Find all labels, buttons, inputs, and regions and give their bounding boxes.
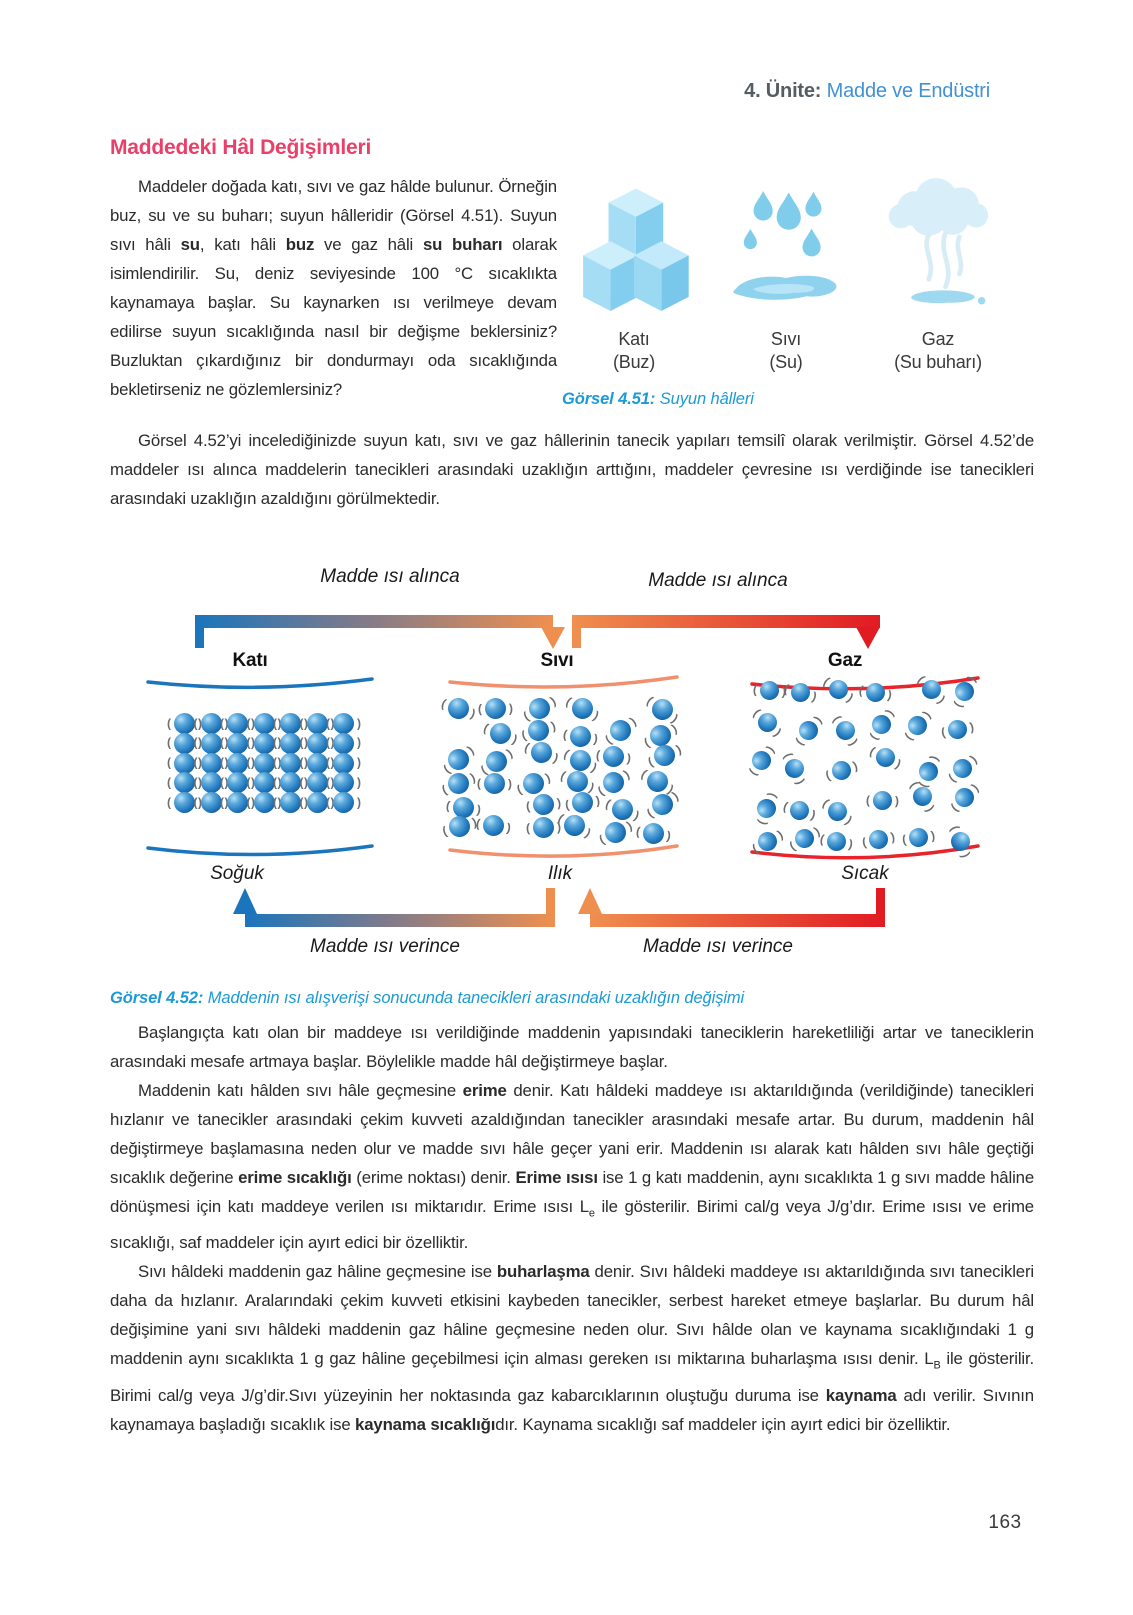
particle xyxy=(445,695,472,722)
figure-item-liquid xyxy=(710,170,862,374)
particle xyxy=(948,829,973,854)
page-number: 163 xyxy=(988,1512,1022,1533)
particle xyxy=(533,817,555,839)
particle xyxy=(748,747,775,774)
particle xyxy=(868,828,890,850)
arrowhead-down-gas xyxy=(856,627,880,649)
particle xyxy=(227,713,248,734)
figure-4-52-caption xyxy=(110,989,1020,1008)
particle xyxy=(754,709,781,736)
particle xyxy=(868,711,894,737)
diagram-state-label-liquid: Sıvı xyxy=(540,650,574,671)
heat-in-arrow-solid-to-liquid xyxy=(195,615,553,628)
arrow-stub-warm xyxy=(546,888,555,914)
particle xyxy=(307,772,328,793)
particle xyxy=(307,733,328,754)
particle xyxy=(532,793,555,816)
particle xyxy=(873,791,892,810)
figure-4-51-caption xyxy=(562,390,1014,409)
particle xyxy=(788,799,812,823)
particle xyxy=(873,745,898,770)
arrow-stub-liquid xyxy=(572,627,581,648)
figure-4-51 xyxy=(558,170,1014,409)
particle xyxy=(280,713,301,734)
particle xyxy=(254,713,275,734)
heat-out-arrow-gas-to-liquid xyxy=(590,914,885,927)
particle xyxy=(227,772,248,793)
particle xyxy=(825,676,851,702)
unit-number-label: 4. Ünite: xyxy=(744,80,822,102)
particle xyxy=(561,811,589,839)
diagram-state-label-gas: Gaz xyxy=(827,650,863,671)
figure-4-51-illustrations xyxy=(558,170,1014,374)
particle xyxy=(227,753,248,774)
particle xyxy=(606,715,635,744)
particle xyxy=(909,784,935,810)
particle xyxy=(333,792,354,813)
heat-in-label-right: Madde ısı alınca xyxy=(648,570,788,591)
particle xyxy=(174,733,195,754)
ice-cubes-icon xyxy=(568,170,700,320)
particle xyxy=(647,790,676,819)
heat-out-label-left: Madde ısı verince xyxy=(310,936,460,957)
particle xyxy=(832,717,858,743)
arrowhead-down-liquid xyxy=(541,627,565,649)
caption-text: Maddenin ısı alışverişi sonucunda tanecikleri arasındaki uzaklığın değişimi xyxy=(203,988,745,1007)
particle xyxy=(599,768,628,797)
heat-out-arrow-liquid-to-solid xyxy=(245,914,555,927)
particle xyxy=(824,798,851,825)
particle-box-solid xyxy=(172,713,354,813)
particle xyxy=(904,712,931,739)
particle xyxy=(201,713,222,734)
heat-in-arrow-liquid-to-gas xyxy=(572,615,880,628)
particle xyxy=(254,792,275,813)
particle xyxy=(791,826,817,852)
particle xyxy=(601,819,629,847)
heat-in-label-left: Madde ısı alınca xyxy=(320,566,460,587)
particle xyxy=(307,792,328,813)
caption-label: Görsel 4.51: xyxy=(562,390,656,408)
particle xyxy=(918,676,945,703)
particle xyxy=(447,814,473,840)
arrow-stub-solid xyxy=(195,627,204,648)
particle xyxy=(946,718,968,740)
arrow-stub-hot xyxy=(876,888,885,914)
particle xyxy=(201,772,222,793)
particle xyxy=(482,747,511,776)
particle xyxy=(227,733,248,754)
particle xyxy=(949,755,976,782)
particle xyxy=(484,773,505,794)
particle xyxy=(333,753,354,774)
particle xyxy=(254,753,275,774)
particle xyxy=(254,772,275,793)
water-drops-icon xyxy=(722,170,850,320)
particle xyxy=(865,681,887,703)
particle xyxy=(333,772,354,793)
particle xyxy=(333,713,354,734)
particle xyxy=(642,822,666,846)
particle xyxy=(650,742,678,770)
arrowhead-up-warm xyxy=(578,888,602,914)
caption-text: Suyun hâlleri xyxy=(655,390,754,408)
particle xyxy=(254,733,275,754)
particle-box-liquid xyxy=(448,698,669,840)
paragraph-2: Görsel 4.52’yi incelediğinizde suyun katı, sıvı ve gaz hâllerinin tanecik yapıları temsilî olarak verilmiştir. Görsel 4.52’de maddeler ısı alınca maddelerin tanecikleri arasındaki uzaklığın arttığını, maddeler çevresine ısı verdiğinde ise tanecikleri arasındaki uzaklığın azaldığını görülmektedir. xyxy=(110,431,1034,508)
state-label-solid: Katı (Buz) xyxy=(612,329,655,372)
particle xyxy=(788,681,811,704)
particle xyxy=(569,725,593,749)
particle xyxy=(280,792,301,813)
figure-4-52-diagram xyxy=(140,558,1012,968)
particle xyxy=(564,768,591,795)
particle xyxy=(201,733,222,754)
particle xyxy=(648,695,677,724)
paragraph-5: Sıvı hâldeki maddenin gaz hâline geçmesine ise buharlaşma denir. Sıvı hâldeki maddeye ısı aktarıldığında sıvı tanecikleri daha da hızlanır. Aralarındaki çekim kuvveti etkisini kaybeden tanecikler, serbest hareket etmeye başlarlar. Bu durum hâl değişimine yani sıvı hâldeki maddenin gaz hâline geçmesine neden olur. Sıvı hâlde olan ve kaynama sıcaklığındaki 1 g maddenin aynı sıcaklıkta 1 g gaz hâline geçebilmesi için alması gereken ısı miktarına buharlaşma ısısı denir. $L_B$ ile gösterilir. Birimi cal/g veya J/g’dir.Sıvı yüzeyinin her noktasında gaz kabarcıklarının oluştuğu duruma ise kaynama adı verilir. Sıvının kaynamaya başladığı sıcaklık ise kaynama sıcaklığıdır. Kaynama sıcaklığı saf maddeler için ayırt edici bir özelliktir. xyxy=(110,1262,1035,1434)
intro-paragraph: Maddeler doğada katı, sıvı ve gaz hâlde bulunur. Örneğin buz, su ve su buharı; suyun hâlleridir (Görsel 4.51). Suyun sıvı hâli su, katı hâli buz ve gaz hâli su buharı olarak isimlendirilir. Su, deniz seviyesinde 100 °C sıcaklıkta kaynamaya başlar. Su kaynarken ısı verilmeye devam edilirse suyun sıcaklığında nasıl bir değişme beklersiniz? Buzluktan çıkardığınız bir dondurmayı oda sıcaklığında bekletirseniz ne gözlemlersiniz? xyxy=(110,177,557,399)
particle xyxy=(484,698,505,719)
body-text-block xyxy=(110,1018,1034,1439)
particle xyxy=(487,720,514,747)
particle xyxy=(174,772,195,793)
particle xyxy=(174,713,195,734)
particle xyxy=(280,772,301,793)
arrowhead-up-cold xyxy=(233,888,257,914)
particle xyxy=(307,753,328,774)
paragraph-4: Maddenin katı hâlden sıvı hâle geçmesine erime denir. Katı hâldeki maddeye ısı aktarıldığında (verildiğinde) tanecikleri hızlanır ve tanecikler arasındaki çekim kuvveti azaldığından tanecikler arasındaki mesafe artar. Bu durum, maddenin hâl değiştirmeye başlamasına neden olur ve madde sıvı hâle geçer yani erir. Maddenin ısı alarak katı hâlden sıvı hâle geçtiği sıcaklık değerine erime sıcaklığı (erime noktası) denir. Erime ısısı ise 1 g katı maddenin, aynı sıcaklıkta 1 g sıvı madde hâline dönüşmesi için katı maddeye verilen ısı miktarıdır. Erime ısısı $L_e$ ile gösterilir. Birimi cal/g veya J/g’dır. Erime ısısı ve erime sıcaklığı, saf maddeler için ayırt edici bir özelliktir. xyxy=(110,1081,1035,1253)
particle xyxy=(755,829,781,855)
particle xyxy=(482,813,506,837)
temp-label-cold: Soğuk xyxy=(210,863,264,884)
temp-label-warm: Ilık xyxy=(547,863,573,884)
particle xyxy=(782,756,807,781)
particle xyxy=(307,713,328,734)
particle xyxy=(227,792,248,813)
particle xyxy=(333,733,354,754)
heat-out-label-right: Madde ısı verince xyxy=(643,936,793,957)
figure-item-solid xyxy=(558,170,710,374)
diagram-state-label-solid: Katı xyxy=(232,650,268,671)
particle xyxy=(528,739,555,766)
particle xyxy=(174,792,195,813)
particle-box-gas xyxy=(752,680,974,851)
particle xyxy=(759,680,779,700)
particle xyxy=(825,831,847,853)
particle xyxy=(201,792,222,813)
particle xyxy=(174,753,195,774)
section-title: Maddedeki Hâl Değişimleri xyxy=(110,136,372,159)
particle xyxy=(280,733,301,754)
particle xyxy=(796,717,823,744)
paragraph-3: Başlangıçta katı olan bir maddeye ısı verildiğinde maddenin yapısındaki taneciklerin hareketliliği artar ve taneciklerin arasındaki mesafe artmaya başlar. Böylelikle madde hâl değiştirmeye başlar. xyxy=(110,1023,1034,1071)
particle xyxy=(951,784,978,811)
state-label-gas: Gaz (Su buharı) xyxy=(894,329,982,372)
unit-header xyxy=(744,80,990,103)
particle xyxy=(602,745,625,768)
figure-item-gas xyxy=(862,170,1014,374)
particle xyxy=(280,753,301,774)
state-label-liquid: Sıvı (Su) xyxy=(769,329,803,372)
steam-icon xyxy=(873,170,1003,320)
temp-label-hot: Sıcak xyxy=(841,863,889,884)
particle xyxy=(609,795,636,822)
particle xyxy=(568,694,596,722)
particle xyxy=(908,827,929,848)
particle xyxy=(755,796,779,820)
particle xyxy=(643,767,672,796)
particle xyxy=(952,679,978,705)
unit-title: Madde ve Endüstri xyxy=(826,80,990,102)
particle xyxy=(201,753,222,774)
caption-label: Görsel 4.52: xyxy=(110,988,204,1007)
particle xyxy=(829,758,853,782)
